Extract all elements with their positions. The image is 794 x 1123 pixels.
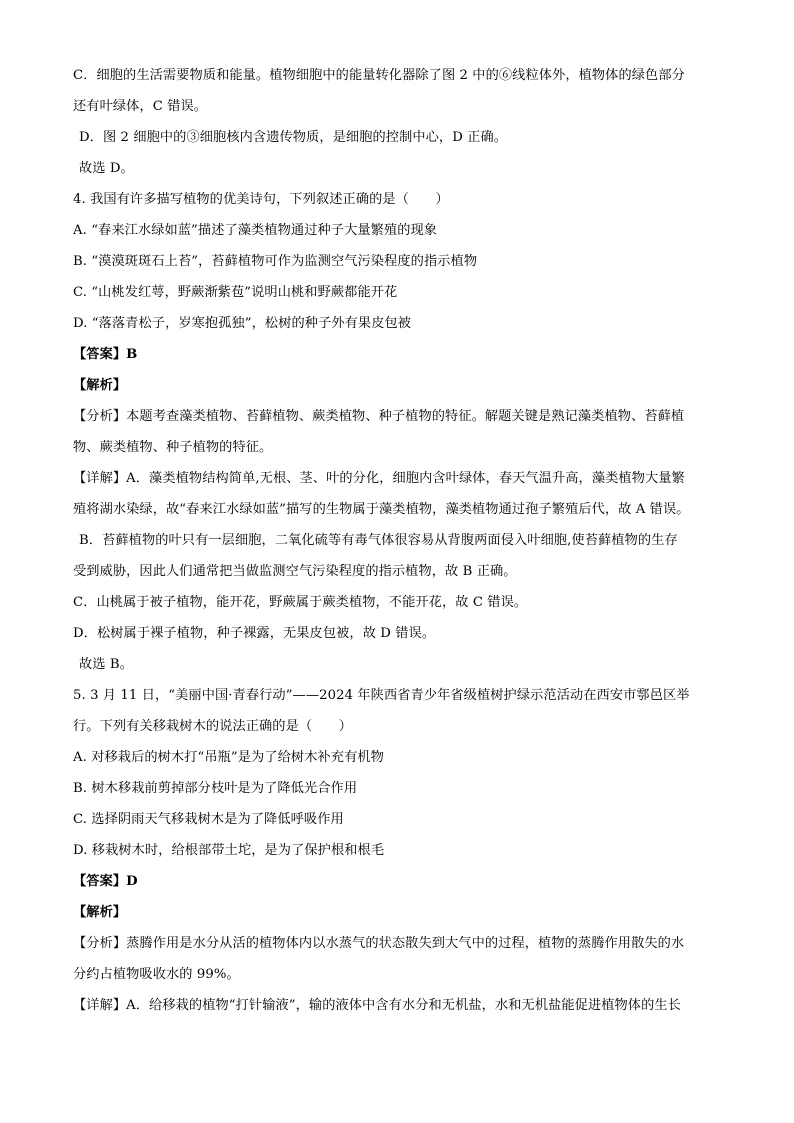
question-4-option-c: C. “山桃发红萼，野蕨渐紫苞”说明山桃和野蕨都能开花 <box>73 285 398 300</box>
document-body <box>73 60 723 1021</box>
question-5-stem: 5. 3 月 11 日，“美丽中国·青春行动”——2024 年陕西省青少年省级植树护绿示范活动在西安市鄠邑区举 <box>73 688 690 703</box>
text-line: D．松树属于裸子植物，种子裸露，无果皮包被，故 D 错误。 <box>73 626 436 641</box>
question-5-stem-cont: 行。下列有关移栽树木的说法正确的是（ ） <box>73 719 353 734</box>
text-line: 故选 D。 <box>79 161 134 176</box>
text-line: 【分析】本题考查藻类植物、苔藓植物、蕨类植物、种子植物的特征。解题关键是熟记藻类植物、苔藓植 <box>73 409 685 424</box>
text-line: 物、蕨类植物、种子植物的特征。 <box>73 440 273 455</box>
text-line: 分约占植物吸收水的 99%。 <box>73 967 240 982</box>
text-line: 【分析】蒸腾作用是水分从活的植物体内以水蒸气的状态散失到大气中的过程，植物的蒸腾作用散失的水 <box>73 936 685 951</box>
text-line: 殖将湖水染绿，故“春来江水绿如蓝”描写的生物属于藻类植物，藻类植物通过孢子繁殖后代，故 A 错误。 <box>73 502 690 517</box>
question-5-option-a: A. 对移栽后的树木打“吊瓶”是为了给树木补充有机物 <box>73 750 384 765</box>
question-5-option-c: C. 选择阴雨天气移栽树木是为了降低呼吸作用 <box>73 812 344 827</box>
text-line: C．细胞的生活需要物质和能量。植物细胞中的能量转化器除了图 2 中的⑥线粒体外，植物体的绿色部分 <box>73 68 685 83</box>
question-4-option-a: A. “春来江水绿如蓝”描述了藻类植物通过种子大量繁殖的现象 <box>73 223 438 238</box>
question-5-analysis-heading: 【解析】 <box>73 905 127 920</box>
text-line: 受到威胁，因此人们通常把当做监测空气污染程度的指示植物，故 B 正确。 <box>73 564 517 579</box>
question-4-answer: 【答案】B <box>73 347 138 362</box>
text-line: 【详解】A．给移栽的植物“打针输液”，输的液体中含有水分和无机盐，水和无机盐能促进植物体的生长 <box>73 998 681 1013</box>
question-5-option-d: D. 移栽树木时，给根部带土坨，是为了保护根和根毛 <box>73 843 385 858</box>
question-5-option-b: B. 树木移栽前剪掉部分枝叶是为了降低光合作用 <box>73 781 358 796</box>
question-4-option-b: B. “漠漠斑斑石上苔”，苔藓植物可作为监测空气污染程度的指示植物 <box>73 254 478 269</box>
text-line: D．图 2 细胞中的③细胞核内含遗传物质，是细胞的控制中心，D 正确。 <box>79 130 508 145</box>
text-line: 还有叶绿体，C 错误。 <box>73 99 208 114</box>
question-4-analysis-heading: 【解析】 <box>73 378 127 393</box>
text-line: 故选 B。 <box>79 657 133 672</box>
text-line: 【详解】A．藻类植物结构简单,无根、茎、叶的分化，细胞内含叶绿体，春天气温升高，藻类植物大量繁 <box>73 471 685 486</box>
text-line: C．山桃属于被子植物，能开花，野蕨属于蕨类植物，不能开花，故 C 错误。 <box>73 595 528 610</box>
question-4-stem: 4. 我国有许多描写植物的优美诗句，下列叙述正确的是（ ） <box>73 192 449 207</box>
question-5-answer: 【答案】D <box>73 874 138 889</box>
question-4-option-d: D. “落落青松子，岁寒抱孤独”，松树的种子外有果皮包被 <box>73 316 412 331</box>
text-line: B．苔藓植物的叶只有一层细胞，二氧化硫等有毒气体很容易从背腹两面侵入叶细胞,使苔藓植物的生存 <box>79 533 678 548</box>
